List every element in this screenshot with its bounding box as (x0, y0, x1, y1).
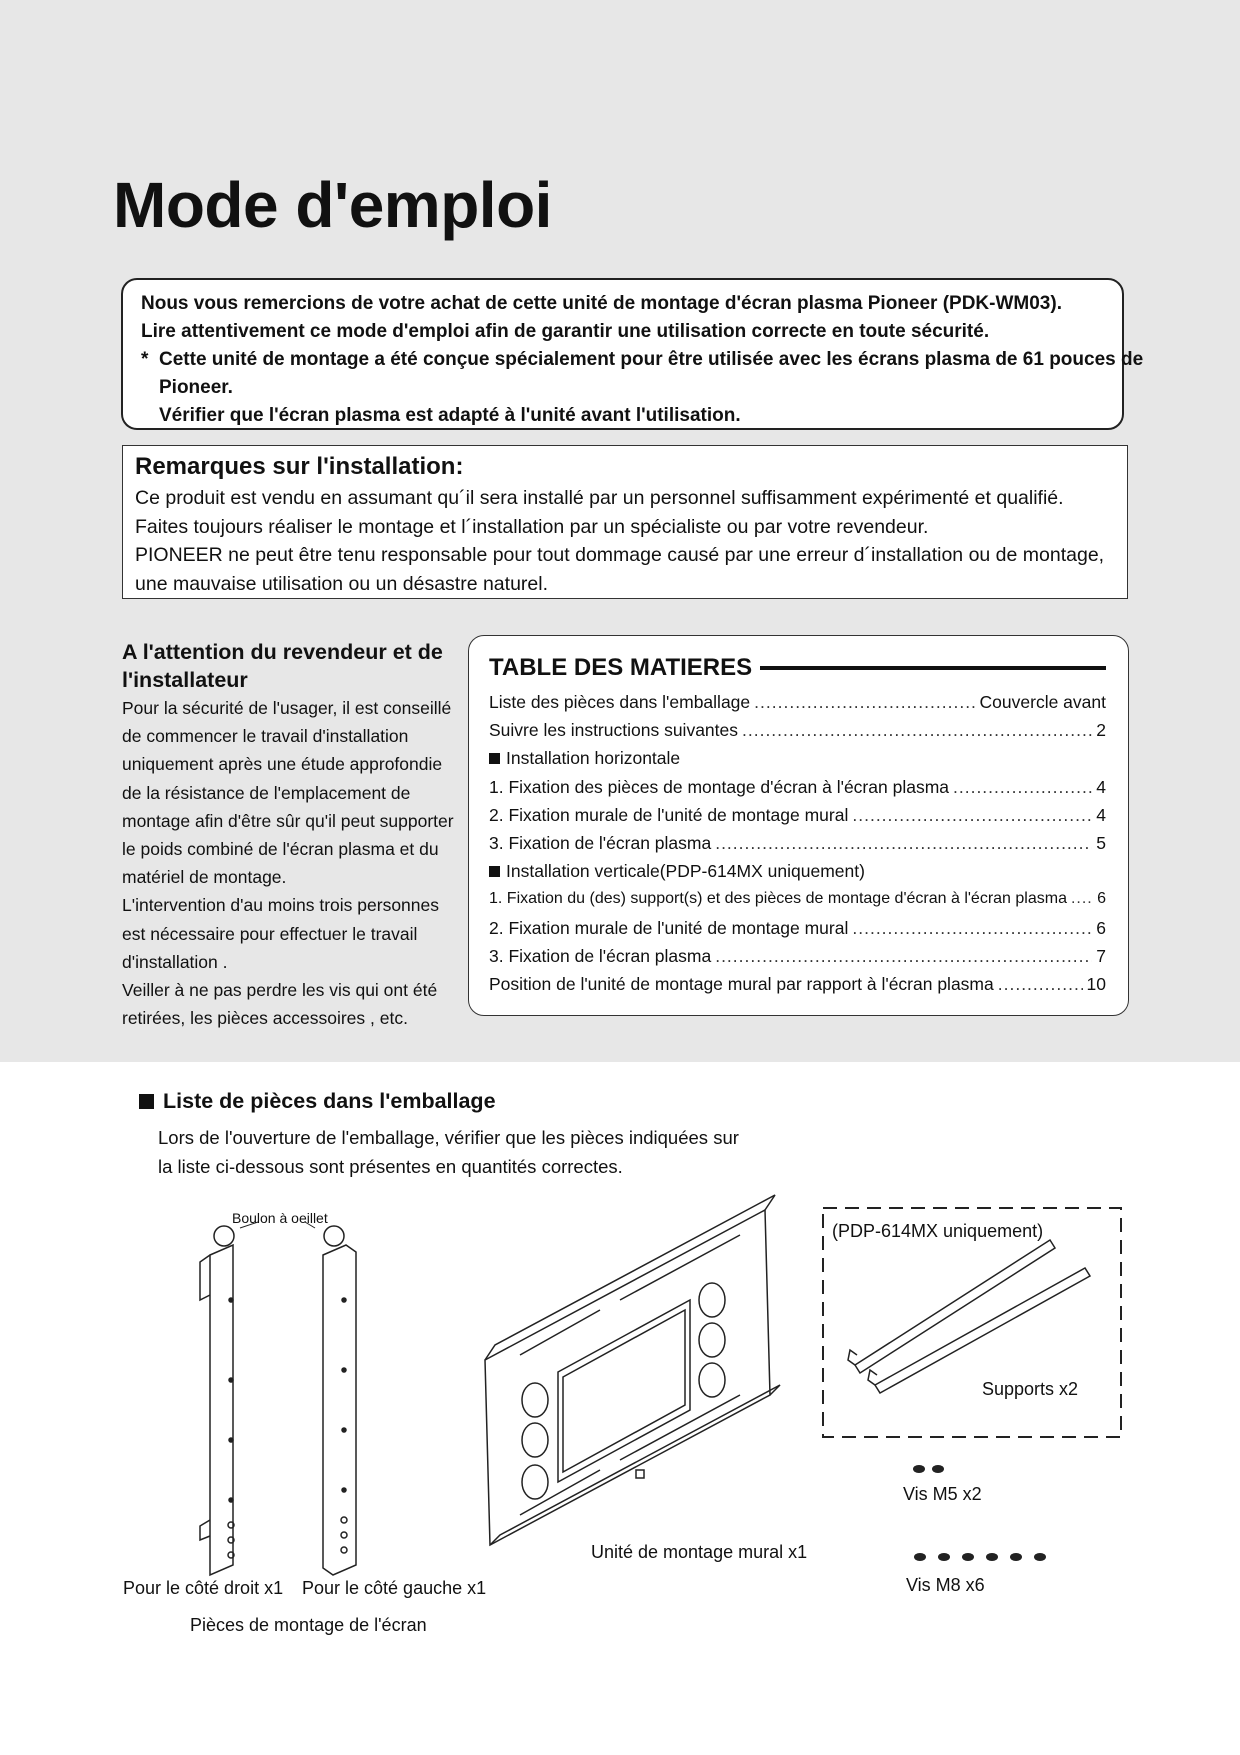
left-bracket-drawing (323, 1226, 356, 1575)
asterisk: * (141, 349, 149, 370)
remarks-paragraph: PIONEER ne peut être tenu responsable pour tout dommage causé par une erreur d´installation ou de montage, une mauvaise utilisation ou un désastre naturel. (135, 544, 1105, 595)
toc-entry-label: 3. Fixation de l'écran plasma (489, 945, 712, 966)
page-title: Mode d'emploi (113, 169, 552, 241)
toc-entry-page: 6 (1097, 890, 1106, 908)
toc-entry-page: 2 (1096, 720, 1106, 741)
m5-screws-label: Vis M5 x2 (903, 1484, 982, 1504)
optional-parts-frame (823, 1208, 1121, 1437)
right-bracket-drawing (200, 1226, 234, 1575)
toc-entry-page: Couvercle avant (979, 692, 1106, 712)
intro-line: Pioneer. (159, 377, 233, 398)
parts-heading-label: Liste de pièces dans l'emballage (163, 1089, 496, 1113)
attention-paragraph: Veiller à ne pas perdre les vis qui ont été retirées, les pièces accessoires , etc. (122, 980, 438, 1029)
remarks-paragraph: Ce produit est vendu en assumant qu´il sera installé par un personnel suffisamment expérimenté et qualifié. Faites toujours réaliser le montage et l´installation par un spécialiste ou par votre revendeur. (135, 487, 1064, 538)
toc-entry-page: 4 (1096, 776, 1106, 797)
toc-heading: TABLE DES MATIERES (489, 654, 753, 681)
m8-screws-drawing (914, 1553, 1046, 1561)
left-side-label: Pour le côté gauche x1 (302, 1578, 487, 1598)
toc-entry-page: 7 (1096, 945, 1106, 966)
toc-entry-label: Suivre les instructions suivantes (489, 720, 738, 741)
right-side-label: Pour le côté droit x1 (123, 1578, 284, 1598)
supports-drawing (848, 1240, 1090, 1393)
remarks-heading: Remarques sur l'installation: (135, 453, 464, 480)
m8-screws-label: Vis M8 x6 (906, 1575, 985, 1595)
attention-paragraph: L'intervention d'au moins trois personnes est nécessaire pour effectuer le travail d'installation . (122, 895, 439, 972)
toc-entry-label: Position de l'unité de montage mural par rapport à l'écran plasma (489, 974, 994, 995)
toc-entry-page: 4 (1096, 804, 1106, 825)
m5-screws-drawing (913, 1465, 944, 1473)
parts-description: Lors de l'ouverture de l'emballage, vérifier que les pièces indiquées sur la liste ci-dessous sont présentes en quantités correctes. (158, 1127, 739, 1177)
toc-entry-label: 1. Fixation des pièces de montage d'écran à l'écran plasma (489, 776, 949, 797)
eyebolt-label: Boulon à oeillet (232, 1210, 328, 1226)
toc-entry-label: 2. Fixation murale de l'unité de montage mural (489, 917, 849, 938)
intro-line: Cette unité de montage a été conçue spécialement pour être utilisée avec les écrans plasma de 61 pouces de (159, 349, 1144, 370)
supports-label: Supports x2 (982, 1379, 1079, 1399)
attention-paragraph: Pour la sécurité de l'usager, il est conseillé de commencer le travail d'installation uniquement après une étude approfondie de la résistance de l'emplacement de montage afin d'être sûr qu'il peut supporter le poids combiné de l'écran plasma et du matériel de montage. (122, 698, 454, 888)
intro-line: Lire attentivement ce mode d'emploi afin de garantir une utilisation correcte en toute sécurité. (141, 321, 990, 342)
intro-line: Nous vous remercions de votre achat de cette unité de montage d'écran plasma Pioneer (PDK-WM03). (141, 293, 1062, 314)
toc-entry-page: 6 (1096, 917, 1106, 938)
toc-entry-label: 3. Fixation de l'écran plasma (489, 833, 712, 854)
pdp-only-label: (PDP-614MX uniquement) (832, 1221, 1044, 1241)
toc-entry-label: 2. Fixation murale de l'unité de montage mural (489, 804, 849, 825)
intro-line: Vérifier que l'écran plasma est adapté à l'unité avant l'utilisation. (159, 405, 741, 426)
toc-section-label: Installation horizontale (506, 748, 681, 769)
screen-parts-label: Pièces de montage de l'écran (190, 1615, 427, 1635)
toc-entry-label: 1. Fixation du (des) support(s) et des pièces de montage d'écran à l'écran plasma (489, 890, 1067, 908)
wall-unit-drawing (485, 1195, 780, 1545)
toc-entry-label: Liste des pièces dans l'emballage (489, 692, 751, 712)
wall-unit-label: Unité de montage mural x1 (591, 1542, 808, 1562)
toc-entry-page: 5 (1096, 833, 1106, 854)
toc-entry-page: 10 (1086, 974, 1106, 995)
attention-heading: A l'attention du revendeur et de l'installateur (122, 640, 443, 692)
toc-section-label: Installation verticale(PDP-614MX uniquement) (506, 861, 865, 882)
